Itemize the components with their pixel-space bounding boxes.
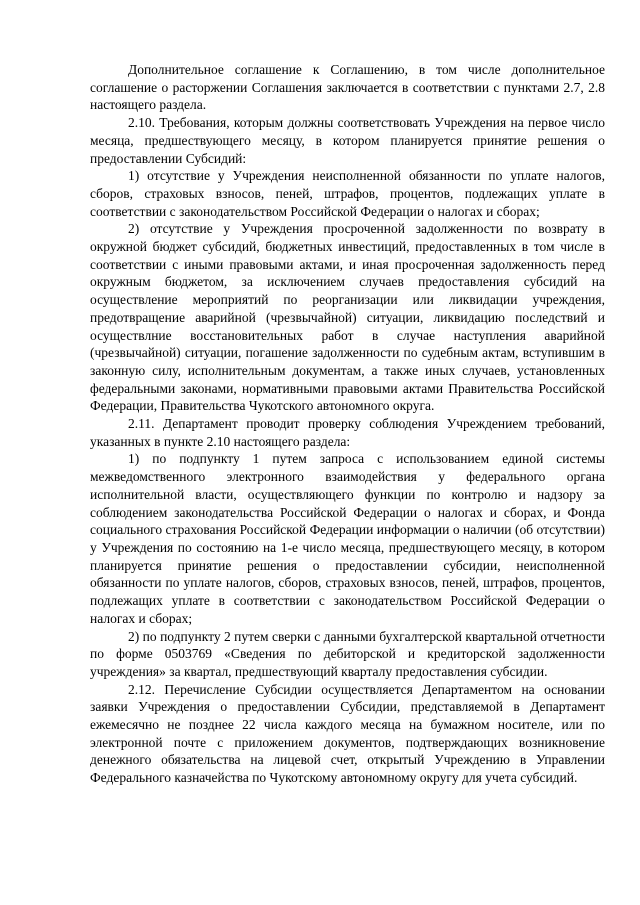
paragraph-2-11-item-2: 2) по подпункту 2 путем сверки с данными бухгалтерской квартальной отчетности по форме 0503769 «Сведения по дебиторской и кредиторской задолженности учреждения» за квартал, предшествующий кварталу предоставления субсидии. — [90, 628, 605, 679]
paragraph-additional-agreement: Дополнительное соглашение к Соглашению, в том числе дополнительное соглашение о расторжении Соглашения заключается в соответствии с пунктами 2.7, 2.8 настоящего раздела. — [90, 62, 605, 113]
paragraph-2-11-item-1: 1) по подпункту 1 путем запроса с использованием единой системы межведомственного электронного взаимодействия у федерального органа исполнительной власти, осуществляющего функции по контролю и надзору за соблюдением законодательства Российской Федерации о налогах и сборах, и Фонда социального страхования Российской Федерации информации о наличии (об отсутствии) у Учреждения по состоянию на 1-е число месяца, предшествующего месяцу, в котором планируется принятие решения о предоставлении субсидии, неисполненной обязанности по уплате налогов, сборов, страховых взносов, пеней, штрафов, процентов, подлежащих уплате в соответствии с законодательством Российской Федерации о налогах и сборах; — [90, 451, 605, 626]
document-page — [90, 61, 605, 787]
paragraph-2-10-item-2: 2) отсутствие у Учреждения просроченной задолженности по возврату в окружной бюджет субсидий, бюджетных инвестиций, предоставленных в том числе в соответствии с иными правовыми актами, и иная просроченная задолженность перед окружным бюджетом, за исключением случаев предоставления субсидий на осуществление мероприятий по реорганизации или ликвидации учреждения, предотвращение аварийной (чрезвычайной) ситуации, ликвидацию последствий и осуществлние восстановительных работ в случае наступления аварийной (чрезвычайной) ситуации, погашение задолженности по судебным актам, вступившим в законную силу, исполнительным документам, а также иных случаев, установленных федеральными законами, нормативными правовыми актами Правительства Российской Федерации, Правительства Чукотского автономного округа. — [90, 221, 605, 414]
paragraph-2-11-verification: 2.11. Департамент проводит проверку соблюдения Учреждением требований, указанных в пункте 2.10 настоящего раздела: — [90, 416, 605, 449]
paragraph-2-12-transfer: 2.12. Перечисление Субсидии осуществляется Департаментом на основании заявки Учреждения о предоставлении Субсидии, представляемой в Департамент ежемесячно не позднее 22 числа каждого месяца на бумажном носителе, или по электронной почте с приложением документов, подтверждающих возникновение денежного обязательства на лицевой счет, открытый Учреждению в Управлении Федерального казначейства по Чукотскому автономному округу для учета субсидий. — [90, 681, 605, 786]
paragraph-2-10-item-1: 1) отсутствие у Учреждения неисполненной обязанности по уплате налогов, сборов, страховых взносов, пеней, штрафов, процентов, подлежащих уплате в соответствии с законодательством Российской Федерации о налогах и сборах; — [90, 168, 605, 219]
paragraph-2-10-requirements: 2.10. Требования, которым должны соответствовать Учреждения на первое число месяца, предшествующего месяцу, в котором планируется принятие решения о предоставлении Субсидий: — [90, 115, 605, 166]
